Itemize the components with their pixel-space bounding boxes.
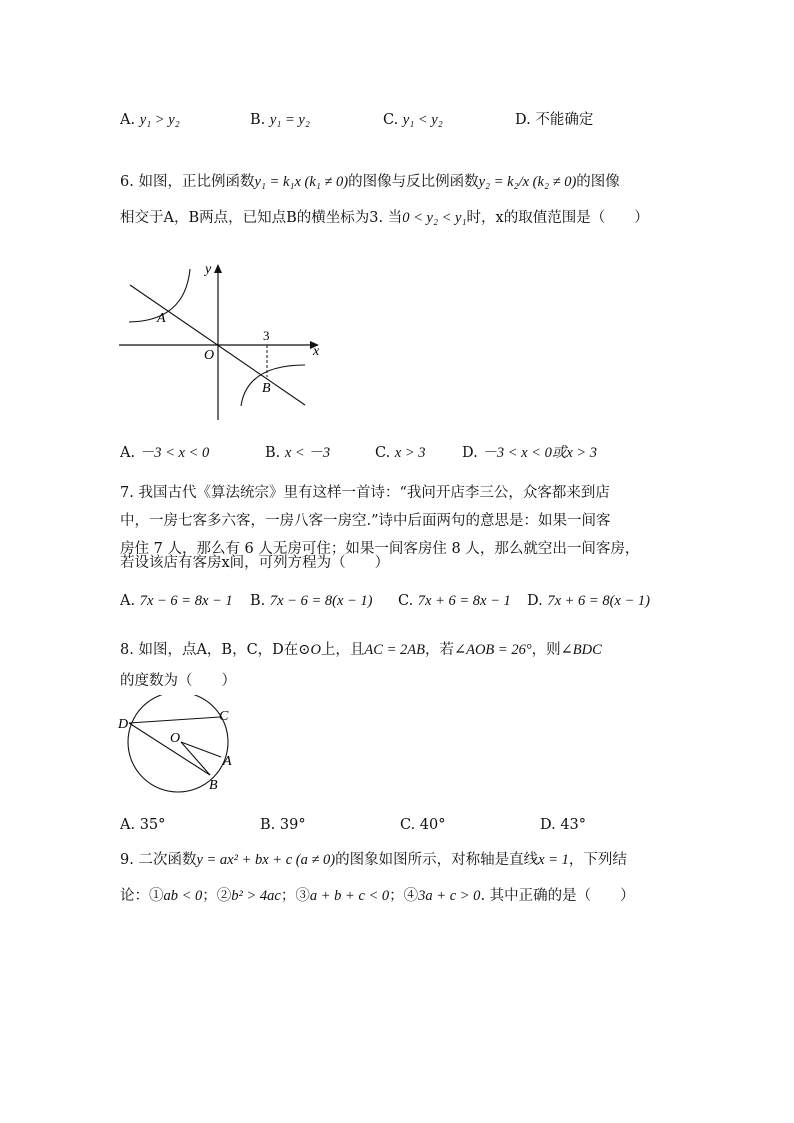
label-x: x — [313, 344, 320, 359]
q7-line-4: 若设该店有客房x间，可列方程为（ ） — [120, 555, 390, 571]
option-expr: 7x − 6 = 8x − 1 — [139, 593, 233, 609]
q9-text: ；③ — [280, 888, 310, 904]
y-axis-arrow-icon — [214, 264, 222, 273]
option-letter: B. — [250, 593, 266, 609]
q7-option-a[interactable] — [120, 591, 233, 611]
q8-circle-symbol: ⊙O — [298, 642, 321, 658]
q7-option-c[interactable] — [398, 591, 511, 611]
option-letter: D. — [527, 593, 543, 609]
q5-option-a[interactable] — [120, 110, 180, 130]
label-c: C — [219, 709, 229, 724]
option-expr: －3 < x < 0 — [139, 445, 210, 461]
option-expr: x > 3 — [394, 445, 426, 461]
option-expr: 40° — [419, 817, 446, 833]
q7-line-3: 房住 7 人，那么有 6 人无房可住；如果一间客房住 8 人，那么就空出一间客房， — [120, 541, 640, 557]
q6-figure — [115, 255, 330, 425]
option-expr: 7x + 6 = 8x − 1 — [417, 593, 511, 609]
label-b: B — [262, 381, 271, 396]
q9-text: 的图象如图所示，对称轴是直线 — [335, 852, 539, 868]
option-expr: 43° — [560, 817, 587, 833]
option-expr: y₁ = y₂ — [269, 112, 310, 128]
q7-option-d[interactable] — [527, 591, 650, 611]
option-expr: y₁ > y₂ — [139, 112, 180, 128]
q8-option-b[interactable] — [260, 815, 306, 835]
option-expr: －3 < x < 0或x > 3 — [482, 445, 598, 461]
option-letter: B. — [260, 817, 276, 833]
q7-line-1: 7. 我国古代《算法统宗》里有这样一首诗：“我问开店李三公，众客都来到店 — [120, 485, 610, 501]
option-letter: A. — [120, 593, 136, 609]
q6-text: 的图像与反比例函数 — [348, 174, 479, 190]
q8-angle-given: ∠AOB = 26° — [453, 642, 532, 658]
q8-arc-relation: AC = 2AB — [364, 642, 425, 658]
q9-line-1 — [120, 850, 627, 870]
option-letter: D. — [462, 445, 478, 461]
hyperbola-lower-right — [241, 365, 305, 406]
option-letter: C. — [400, 817, 416, 833]
q9-statement-4: 3a + c > 0 — [418, 888, 481, 904]
label-y: y — [205, 262, 212, 277]
option-expr: 35° — [139, 817, 166, 833]
q9-text: ；② — [202, 888, 232, 904]
q6-text: 时，x的取值范围是（ ） — [466, 210, 649, 226]
q8-angle-target: ∠BDC — [560, 642, 602, 658]
q8-text: 上，且 — [320, 642, 365, 658]
option-letter: B. — [265, 445, 281, 461]
q6-option-b[interactable] — [265, 443, 330, 463]
option-letter: D. — [515, 112, 531, 128]
label-a: A — [223, 754, 232, 769]
q8-option-a[interactable] — [120, 815, 165, 835]
q9-axis: x = 1 — [538, 852, 569, 868]
q6-text: 6. 如图，正比例函数 — [120, 174, 255, 190]
q6-option-a[interactable] — [120, 443, 209, 463]
label-b: B — [209, 778, 218, 793]
q8-line-2: 的度数为（ ） — [120, 673, 236, 689]
q6-formula-direct: y₁ = k₁x (k₁ ≠ 0) — [254, 174, 349, 190]
q8-text: 8. 如图，点A，B，C，D在 — [120, 642, 299, 658]
q6-text: 相交于A，B两点，已知点B的横坐标为3. 当 — [120, 210, 403, 226]
q9-text: . 其中正确的是（ ） — [480, 888, 635, 904]
label-origin: O — [204, 348, 215, 363]
q8-figure — [115, 695, 245, 795]
q8-text: ，则 — [531, 642, 561, 658]
q9-function: y = ax² + bx + c (a ≠ 0) — [196, 852, 336, 868]
option-expr: y₁ < y₂ — [402, 112, 443, 128]
q6-line-1 — [120, 172, 620, 192]
option-expr: 不能确定 — [535, 112, 594, 128]
option-letter: C. — [398, 593, 414, 609]
option-letter: A. — [120, 817, 136, 833]
option-letter: C. — [375, 445, 391, 461]
q9-statement-3: a + b + c < 0 — [309, 888, 390, 904]
option-letter: A. — [120, 112, 136, 128]
label-d: D — [118, 717, 129, 732]
label-a: A — [157, 311, 166, 326]
q9-statement-1: ab < 0 — [163, 888, 203, 904]
q9-text: 9. 二次函数 — [120, 852, 197, 868]
label-o: O — [170, 731, 181, 746]
q5-option-d[interactable] — [515, 110, 593, 130]
q9-text: ，下列结 — [568, 852, 627, 868]
q7-option-b[interactable] — [250, 591, 373, 611]
option-expr: 7x − 6 = 8(x − 1) — [269, 593, 373, 609]
chord-dc — [129, 717, 220, 723]
q8-line-1 — [120, 640, 602, 660]
option-letter: B. — [250, 112, 266, 128]
option-letter: A. — [120, 445, 136, 461]
q9-text: ；④ — [389, 888, 419, 904]
q6-text: 的图像 — [576, 174, 620, 190]
q9-text: 论：① — [120, 888, 164, 904]
q6-formula-inverse: y₂ = k₂/x (k₂ ≠ 0) — [478, 174, 577, 190]
q6-condition: 0 < y₂ < y₁ — [402, 210, 467, 226]
label-three: 3 — [263, 328, 270, 343]
option-expr: x < －3 — [284, 445, 331, 461]
q9-statement-2: b² > 4ac — [231, 888, 281, 904]
q5-option-b[interactable] — [250, 110, 310, 130]
q8-option-c[interactable] — [400, 815, 446, 835]
q8-text: ，若 — [424, 642, 454, 658]
q8-option-d[interactable] — [540, 815, 586, 835]
q7-line-2: 中，一房七客多六客，一房八客一房空.”诗中后面两句的意思是：如果一间客 — [120, 513, 611, 529]
q6-option-d[interactable] — [462, 443, 597, 463]
option-letter: D. — [540, 817, 556, 833]
option-expr: 39° — [279, 817, 306, 833]
option-expr: 7x + 6 = 8(x − 1) — [547, 593, 650, 609]
q9-line-2 — [120, 886, 635, 906]
q6-line-2 — [120, 208, 649, 228]
q5-option-c[interactable] — [383, 110, 443, 130]
option-letter: C. — [383, 112, 399, 128]
q6-option-c[interactable] — [375, 443, 426, 463]
